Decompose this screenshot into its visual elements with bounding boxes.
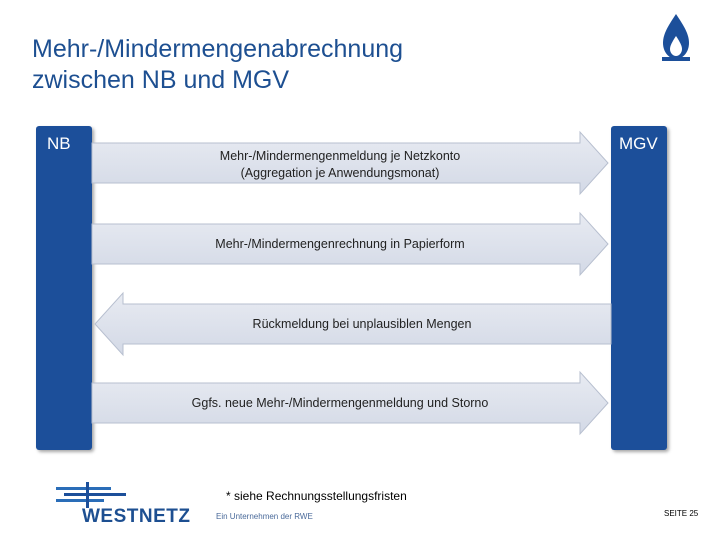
footnote: * siehe Rechnungsstellungsfristen xyxy=(226,489,407,503)
message-1-text xyxy=(200,148,480,182)
message-3-text xyxy=(222,316,502,333)
message-1-line-1: Mehr-/Mindermengenmeldung je Netzkonto xyxy=(219,149,461,163)
page-number: SEITE 25 xyxy=(664,509,699,518)
message-2-line-1: Mehr-/Mindermengenrechnung in Papierform xyxy=(215,237,465,251)
message-2-text xyxy=(190,236,490,253)
logo-name: WESTNETZ xyxy=(82,506,191,527)
logo-tagline: Ein Unternehmen der RWE xyxy=(216,512,313,521)
page-title-line-1: Mehr-/Mindermengenabrechnung xyxy=(32,35,404,63)
message-4-text xyxy=(170,395,510,412)
message-4-line-1: Ggfs. neue Mehr-/Mindermengenmeldung und Storno xyxy=(191,396,489,410)
message-1-line-2: (Aggregation je Anwendungsmonat) xyxy=(240,166,440,180)
nb-label: NB xyxy=(47,134,71,153)
page-title-line-2: zwischen NB und MGV xyxy=(32,66,290,94)
mgv-label: MGV xyxy=(619,134,658,153)
message-3-line-1: Rückmeldung bei unplausiblen Mengen xyxy=(252,317,472,331)
